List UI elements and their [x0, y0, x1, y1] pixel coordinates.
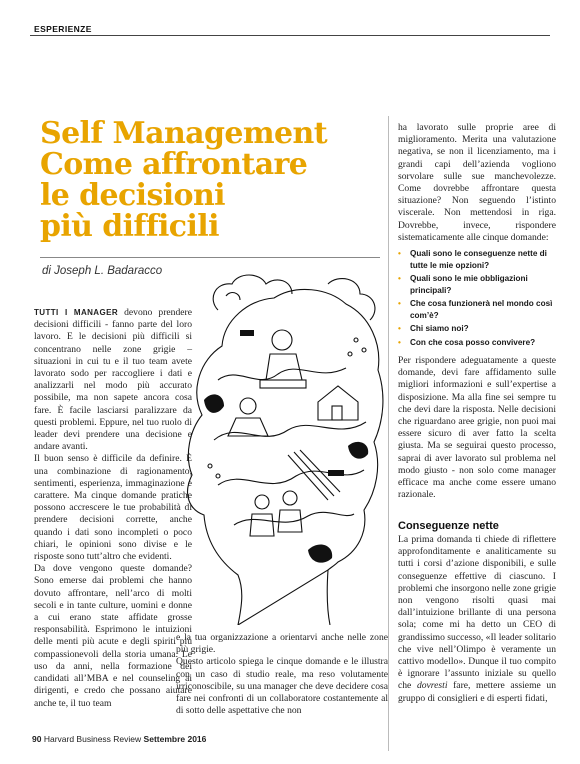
paragraph-text: devono prendere decisioni difficili - fanno parte del loro lavoro. E le decisioni più difficili si concentrano nelle zone grigie – situazioni in cui tu e il tuo team avete lavorato sodo per raccogliere i dati e analizzarli nel modo più accurato possibile, ma non sapete ancora cosa fare. È facile lasciarsi paralizzare da questi problemi. Eppure, nel tuo ruolo di leader devi prendere una decisione e andare avanti.	[34, 307, 192, 453]
emphasis: dovresti	[416, 680, 448, 692]
bullet-icon: •	[398, 337, 401, 347]
lead-caps: TUTTI I MANAGER	[34, 308, 119, 317]
head-illustration	[178, 270, 388, 625]
question-item	[398, 323, 558, 335]
body-column-3-bottom	[398, 534, 556, 705]
top-rule	[30, 35, 550, 36]
question-item	[398, 337, 558, 349]
body-column-3-middle	[398, 355, 556, 501]
author-byline: di Joseph L. Badaracco	[42, 265, 163, 277]
paragraph-text: La prima domanda ti chiede di riflettere approfonditamente e analiticamente su tutti i corsi d’azione disponibili, e sulle conseguenze effettive di ciascuno. I problemi che insorgono nelle zone grigie non vengono risolti quasi mai dall’intuizione brillante di una persona sola; come mi ha detto un CEO di grandissimo successo, «Il leader solitario che vive nell’Olimpo è veramente un cattivo modello». Dunque il tuo compito è ignorare l’assunto iniziale su quello che	[398, 534, 556, 692]
question-item	[398, 273, 558, 296]
bullet-icon: •	[398, 274, 401, 283]
paragraph: Da dove vengono queste domande? Sono emerse dai problemi che hanno dovuto affrontare, nell’arco di molti secoli e in tante culture, uomini e donne a cui erano state affidate grosse responsabilità. Esprimono le intuizioni delle menti più acute e degli spiriti più compassionevoli della storia umana. Le uso da anni, nella formazione dei candidati all’MBA e nel counseling ai dirigenti, e credo che possano aiutare anche te, il tuo team	[34, 563, 192, 709]
questions-list	[398, 248, 558, 350]
issue-date: Settembre 2016	[143, 734, 207, 744]
title-line-3: le decisioni	[40, 178, 225, 213]
question-text: Quali sono le mie obbligazioni principali?	[410, 274, 528, 295]
body-column-1	[34, 307, 192, 710]
section-label: ESPERIENZE	[34, 24, 92, 34]
body-column-2	[176, 632, 388, 717]
column-rule	[388, 116, 389, 751]
page-number: 90	[32, 734, 42, 744]
paragraph: ha lavorato sulle proprie aree di miglioramento. Merita una valutazione negativa, se non il licenziamento, ma i grandi capi dell’azienda vogliono sorvolare sulle sue manchevolezze. Come dovrebbe affrontare questa situazione? Non seguendo l’istinto viscerale. Non mettendosi in riga. Dovrebbe, invece, rispondere sistematicamente alle cinque domande:	[398, 122, 556, 243]
question-text: Quali sono le conseguenze nette di tutte le mie opzioni?	[410, 249, 547, 270]
paragraph-text: fare, mettere assieme un gruppo di consiglieri e di esperti fidati,	[398, 680, 556, 704]
magazine-name: Harvard Business Review	[43, 734, 142, 744]
question-text: Chi siamo noi?	[410, 324, 469, 333]
title-rule	[40, 257, 380, 258]
paragraph	[34, 307, 192, 453]
paragraph: Questo articolo spiega le cinque domande e le illustra con un caso di studio reale, ma reso volutamente irriconoscibile, su una manager che deve decidere cosa fare nei confronti di un collaboratore costantemente al di sotto delle aspettative che non	[176, 656, 388, 717]
question-item	[398, 298, 558, 321]
paragraph	[398, 534, 556, 705]
article-title	[40, 118, 380, 242]
bullet-icon: •	[398, 249, 401, 258]
question-text: Che cosa funzionerà nel mondo così com’è?	[410, 299, 553, 320]
page-footer	[32, 734, 206, 744]
title-line-4: più difficili	[40, 209, 219, 244]
paragraph: e la tua organizzazione a orientarvi anche nelle zone più grigie.	[176, 632, 388, 656]
bullet-icon: •	[398, 299, 401, 308]
title-line-1: Self Management	[40, 116, 327, 151]
question-item	[398, 248, 558, 271]
title-line-2: Come affrontare	[40, 147, 308, 182]
question-text: Con che cosa posso convivere?	[410, 337, 536, 347]
bullet-icon: •	[398, 324, 401, 333]
body-column-3-top	[398, 122, 556, 244]
subheading: Conseguenze nette	[398, 520, 499, 532]
paragraph: Il buon senso è difficile da definire. È una combinazione di ragionamento, sentimenti, esperienza, immaginazione e carattere. Ma cinque domande pratiche possono accrescere le tue probabilità di prendere decisioni corrette, anche quando i dati sono incompleti o poco chiari, le opinioni sono divise e le risposte sono tutt’altro che evidenti.	[34, 453, 192, 563]
paragraph: Per rispondere adeguatamente a queste domande, devi fare affidamento sulle migliori informazioni e sull’expertise a disposizione. Ma alla fine sei sempre tu che devi dare la risposta. Nelle decisioni che riguardano aree grigie, non puoi mai essere sicuro di aver fatto la scelta giusta. Ma se seguirai questo processo, saprai di aver lavorato sul problema nel modo giusto - non solo come manager efficace ma anche come essere umano razionale.	[398, 355, 556, 501]
